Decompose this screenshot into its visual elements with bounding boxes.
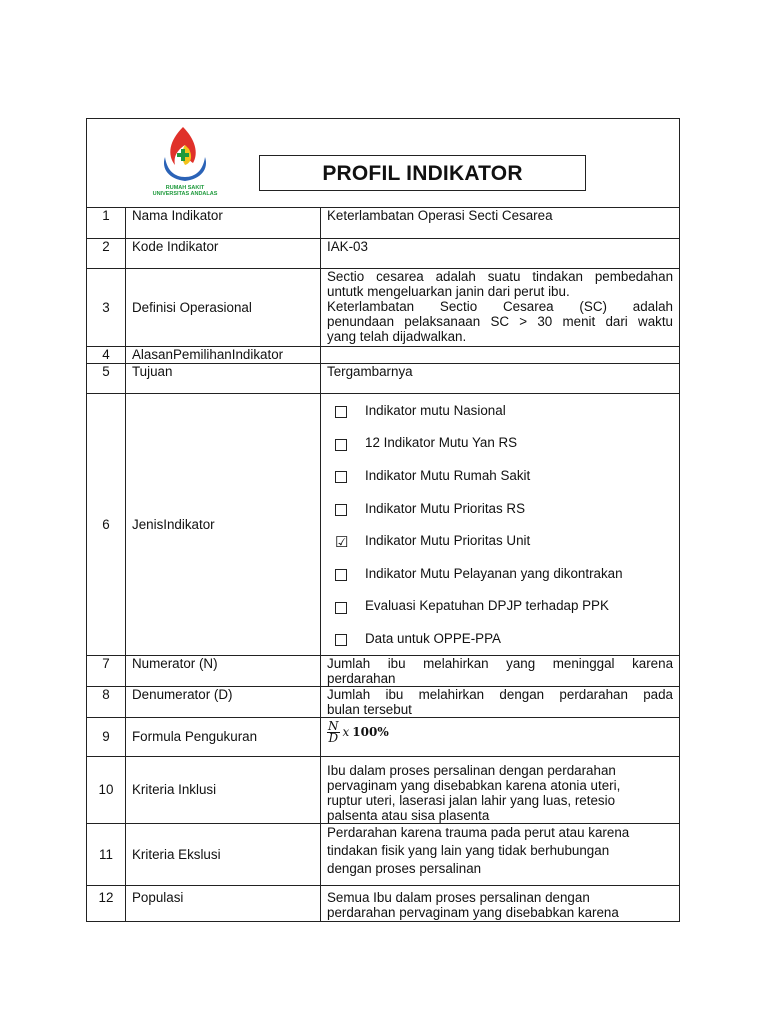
indicator-type-option[interactable]	[327, 524, 673, 557]
indicator-type-list	[321, 394, 680, 656]
indicator-type-option[interactable]	[327, 394, 673, 427]
row-label: Populasi	[126, 885, 321, 921]
checkbox-checked-icon[interactable]: ☑	[335, 533, 349, 551]
row-number: 12	[87, 885, 126, 921]
value-line: ruptur uteri, laserasi jalan lahir yang luas, retesio	[327, 792, 616, 808]
row-number: 2	[87, 239, 126, 269]
checkbox-icon[interactable]	[335, 406, 347, 418]
formula-times: x	[342, 724, 350, 739]
page-title: PROFIL INDIKATOR	[259, 155, 586, 191]
value-line: perdarahan pervaginam yang disebabkan karena	[327, 904, 619, 920]
row-label: Kode Indikator	[126, 239, 321, 269]
hospital-logo	[139, 119, 231, 197]
indicator-type-option[interactable]	[327, 427, 673, 460]
row-value	[321, 655, 680, 686]
row-value	[321, 686, 680, 717]
row-number: 1	[87, 208, 126, 239]
value-line: Keterlambatan Sectio Cesarea (SC) adalah	[327, 299, 674, 314]
row-label: Denumerator (D)	[126, 686, 321, 717]
value-line: pervaginam yang disebabkan karena atonia uteri,	[327, 777, 621, 793]
row-label: Formula Pengukuran	[126, 717, 321, 756]
row-value: Keterlambatan Operasi Secti Cesarea	[321, 208, 680, 239]
value-line: dengan proses persalinan	[327, 860, 482, 876]
row-value	[321, 269, 680, 347]
row-value	[321, 347, 680, 364]
value-line: untutk mengeluarkan janin dari perut ibu.	[327, 284, 570, 299]
row-value: IAK-03	[321, 239, 680, 269]
checkbox-icon[interactable]	[335, 634, 347, 646]
row-number: 10	[87, 756, 126, 823]
value-line: Jumlah ibu melahirkan yang meninggal karena	[327, 655, 674, 671]
row-label: JenisIndikator	[126, 394, 321, 656]
checkbox-icon[interactable]	[335, 602, 347, 614]
indicator-profile-table	[86, 118, 680, 922]
row-number: 3	[87, 269, 126, 347]
logo-line-1: RUMAH SAKIT	[165, 185, 205, 191]
formula-denominator: D	[328, 730, 339, 745]
row-number: 4	[87, 347, 126, 364]
row-label: Kriteria Ekslusi	[126, 823, 321, 885]
row-label: Numerator (N)	[126, 655, 321, 686]
option-label: Indikator Mutu Prioritas RS	[365, 500, 526, 516]
option-label: Indikator mutu Nasional	[365, 402, 506, 418]
indicator-type-option[interactable]	[327, 622, 673, 655]
value-line: Sectio cesarea adalah suatu tindakan pembedahan	[327, 269, 674, 284]
row-label: Nama Indikator	[126, 208, 321, 239]
value-line: Semua Ibu dalam proses persalinan dengan	[327, 889, 590, 905]
row-value	[321, 885, 680, 921]
option-label: Data untuk OPPE-PPA	[365, 630, 501, 646]
row-value: Tergambarnya	[321, 364, 680, 394]
header-cell	[87, 119, 680, 208]
option-label: Indikator Mutu Prioritas Unit	[365, 533, 531, 549]
row-number: 8	[87, 686, 126, 717]
value-line: penundaan pelaksanaan SC > 30 menit dari waktu	[327, 314, 674, 329]
row-number: 6	[87, 394, 126, 656]
value-line: bulan tersebut	[327, 701, 412, 717]
formula-percent: 100%	[352, 724, 389, 739]
indicator-type-option[interactable]	[327, 459, 673, 492]
row-label: Kriteria Inklusi	[126, 756, 321, 823]
indicator-type-option[interactable]	[327, 492, 673, 525]
logo-line-2: UNIVERSITAS ANDALAS	[152, 191, 218, 197]
row-label: Definisi Operasional	[126, 269, 321, 347]
row-number: 7	[87, 655, 126, 686]
row-value	[321, 823, 680, 885]
row-number: 11	[87, 823, 126, 885]
value-line: yang telah dijadwalkan.	[327, 329, 467, 344]
value-line: palsenta atau sisa plasenta	[327, 807, 490, 823]
checkbox-icon[interactable]	[335, 569, 347, 581]
formula-numerator: N	[328, 718, 339, 733]
option-label: 12 Indikator Mutu Yan RS	[365, 435, 518, 451]
row-value	[321, 717, 680, 756]
value-line: Jumlah ibu melahirkan dengan perdarahan pada	[327, 686, 674, 702]
value-line: Ibu dalam proses persalinan dengan perdarahan	[327, 762, 616, 778]
row-number: 5	[87, 364, 126, 394]
checkbox-icon[interactable]	[335, 471, 347, 483]
indicator-type-option[interactable]	[327, 557, 673, 590]
indicator-type-option[interactable]	[327, 590, 673, 623]
value-line: perdarahan	[327, 670, 396, 686]
row-value	[321, 756, 680, 823]
checkbox-icon[interactable]	[335, 439, 347, 451]
formula	[327, 718, 389, 745]
row-label: AlasanPemilihanIndikator	[126, 347, 321, 364]
option-label: Evaluasi Kepatuhan DPJP terhadap PPK	[365, 598, 609, 614]
value-line: Perdarahan karena trauma pada perut atau karena	[327, 824, 630, 840]
value-line: tindakan fisik yang lain yang tidak berhubungan	[327, 842, 610, 858]
row-label: Tujuan	[126, 364, 321, 394]
option-label: Indikator Mutu Rumah Sakit	[365, 467, 531, 483]
row-number: 9	[87, 717, 126, 756]
checkbox-icon[interactable]	[335, 504, 347, 516]
option-label: Indikator Mutu Pelayanan yang dikontrakan	[365, 565, 623, 581]
